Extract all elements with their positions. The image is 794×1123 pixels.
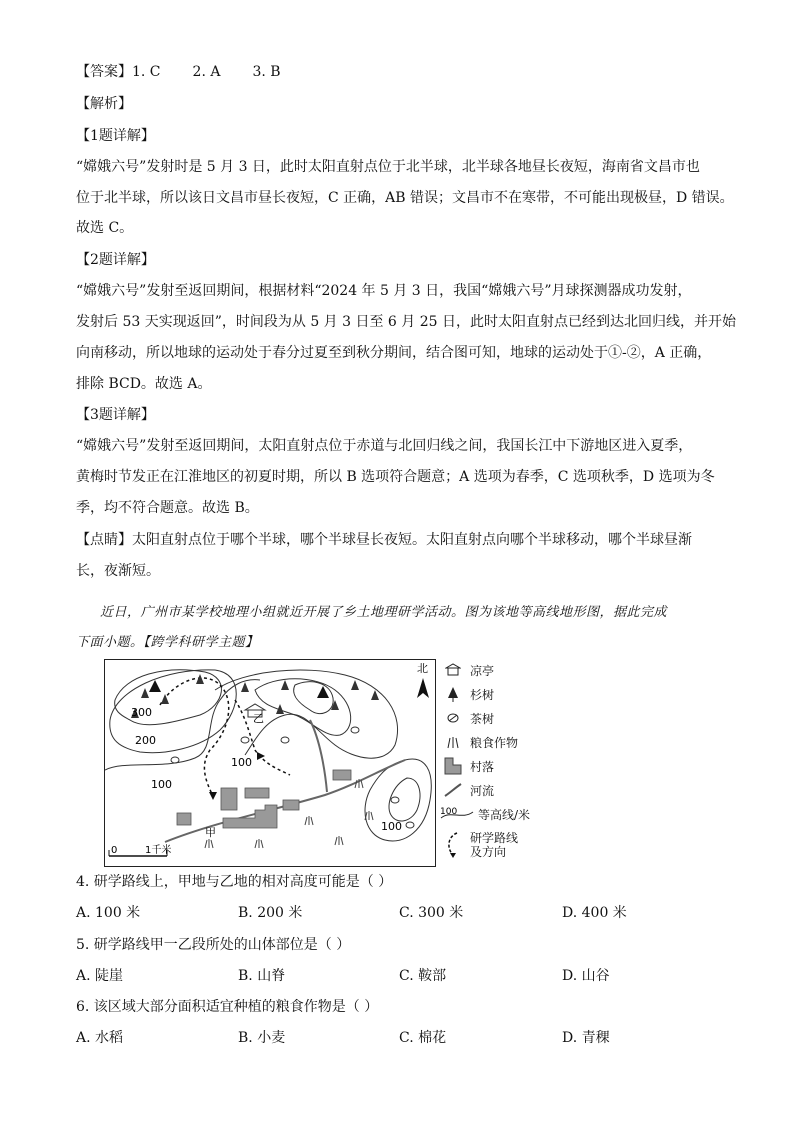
question-4-option-a[interactable]: A. 100 米: [76, 905, 141, 921]
q1-title: 【1题详解】: [76, 128, 155, 144]
question-6-option-b[interactable]: B. 小麦: [238, 1030, 286, 1046]
answer-1: 1. C: [132, 64, 161, 80]
tea-tree-icon: [281, 737, 289, 743]
tea-tree-icon: [406, 822, 414, 828]
route-icon: [440, 831, 466, 859]
q2-line-3: 向南移动，所以地球的运动处于春分过夏至到秋分期间，结合图可知，地球的运动处于①-②，A 正确，: [76, 345, 712, 361]
legend-tea: [440, 709, 494, 727]
legend-label: 茶树: [470, 711, 495, 726]
q2-line-1: “嫦娥六号”发射至返回期间，根据材料“2024 年 5 月 3 日，我国“嫦娥六号”月球探测器成功发射，: [76, 283, 692, 299]
question-4-option-d[interactable]: D. 400 米: [562, 905, 627, 921]
scale-label: 1千米: [145, 845, 172, 856]
legend-label: 河流: [470, 783, 495, 798]
analysis-label: 【解析】: [76, 96, 132, 112]
village-block: [221, 788, 237, 810]
tea-tree-icon: [171, 757, 179, 763]
contour-map: [104, 659, 436, 867]
tip-line-2: 长，夜渐短。: [76, 563, 160, 579]
grain-crop-icon: [440, 733, 466, 751]
tea-tree-icon: [391, 797, 399, 803]
q2-line-2: 发射后 53 天实现返回”，时间段为从 5 月 3 日至 6 月 25 日，此时太阳直射点已经到达北回归线，并开始: [76, 314, 737, 330]
tip-text-1: 太阳直射点位于哪个半球，哪个半球昼长夜短。太阳直射点向哪个半球移动，哪个半球昼渐: [132, 532, 692, 548]
legend-route: [440, 831, 518, 859]
legend-label: 等高线/米: [478, 807, 531, 822]
legend-contour-value: 100: [440, 807, 458, 817]
answer-3: 3. B: [252, 64, 281, 80]
contour-inner-east: [389, 778, 420, 821]
fir-tree-icon: [141, 688, 149, 698]
river-icon: [440, 781, 466, 799]
legend-label: 凉亭: [470, 663, 495, 678]
legend-pavilion: [440, 661, 494, 679]
question-5-option-d[interactable]: D. 山谷: [562, 968, 610, 984]
question-5-option-c[interactable]: C. 鞍部: [399, 968, 447, 984]
contour-label-300: 300: [131, 706, 152, 719]
fir-tree-icon: [351, 680, 359, 690]
tea-tree-icon: [351, 727, 359, 733]
q2-line-4: 排除 BCD。故选 A。: [76, 376, 212, 392]
village-icon: [440, 757, 466, 775]
contour-icon: [440, 805, 474, 823]
north-arrow: [417, 662, 429, 698]
question-5-option-b[interactable]: B. 山脊: [238, 968, 286, 984]
legend-label: 村落: [470, 759, 495, 774]
legend-grain: [440, 733, 518, 751]
legend-village: [440, 757, 494, 775]
scale-zero: 0: [111, 845, 118, 856]
map-legend: [440, 659, 560, 865]
question-6-option-c[interactable]: C. 棉花: [399, 1030, 447, 1046]
legend-contour: [440, 805, 530, 823]
legend-river: [440, 781, 494, 799]
village-block: [283, 800, 299, 810]
question-4-option-c[interactable]: C. 300 米: [399, 905, 464, 921]
route-arrow: [257, 752, 265, 760]
answers-label: 【答案】: [76, 64, 132, 80]
scale-bar: [109, 843, 171, 856]
q3-line-2: 黄梅时节发正在江淮地区的初夏时期，所以 B 选项符合题意；A 选项为春季，C 选项秋季，D 选项为冬: [76, 469, 715, 485]
pavilion-icon: [440, 661, 466, 679]
fir-tree-icon: [440, 685, 466, 703]
q2-title: 【2题详解】: [76, 252, 155, 268]
question-4-stem: 4. 研学路线上，甲地与乙地的相对高度可能是（ ）: [76, 874, 393, 890]
intro-line-1: 近日，广州市某学校地理小组就近开展了乡土地理研学活动。图为该地等高线地形图，据此完成: [100, 605, 668, 620]
contour-map-svg: [105, 660, 435, 866]
contour-label-200: 200: [135, 734, 156, 747]
contour-100-center: [215, 670, 398, 758]
grain-crop-icon: [205, 839, 213, 848]
route-arrow: [209, 792, 217, 800]
fir-tree-icon: [241, 682, 249, 692]
tea-tree-icon: [241, 737, 249, 743]
place-yi: 乙: [253, 712, 264, 725]
tea-tree-icon: [440, 709, 466, 727]
legend-fir: [440, 685, 494, 703]
legend-label: 杉树: [470, 687, 495, 702]
fir-tree-icon: [371, 690, 379, 700]
fir-tree-icon: [281, 680, 289, 690]
q3-title: 【3题详解】: [76, 407, 155, 423]
peak-triangle-icon: [149, 680, 161, 692]
q3-line-1: “嫦娥六号”发射至返回期间，太阳直射点位于赤道与北回归线之间，我国长江中下游地区进入夏季，: [76, 438, 693, 454]
q1-line-1: “嫦娥六号”发射时是 5 月 3 日，此时太阳直射点位于北半球，北半球各地昼长夜短，海南省文昌市也: [76, 159, 700, 175]
answer-2: 2. A: [192, 64, 221, 80]
question-5-stem: 5. 研学路线甲一乙段所处的山体部位是（ ）: [76, 937, 351, 953]
question-4-option-b[interactable]: B. 200 米: [238, 905, 303, 921]
tip-label: 【点睛】: [76, 532, 132, 548]
tip-line-1: [76, 530, 726, 550]
answers-line: [76, 62, 726, 82]
legend-label-2: 及方向: [470, 845, 507, 859]
village-block: [177, 813, 191, 825]
legend-label: 研学路线: [470, 831, 519, 845]
question-5-option-a[interactable]: A. 陡崖: [76, 968, 124, 984]
village-block: [245, 788, 269, 798]
north-label: 北: [417, 662, 428, 675]
q3-line-3: 季，均不符合题意。故选 B。: [76, 500, 259, 516]
place-jia: 甲: [205, 826, 216, 839]
contour-label-100-east: 100: [381, 820, 402, 833]
contour-label-100: 100: [151, 778, 172, 791]
question-6-option-d[interactable]: D. 青稞: [562, 1030, 610, 1046]
grain-crop-icon: [305, 816, 313, 825]
grain-crop-icon: [335, 836, 343, 845]
question-6-option-a[interactable]: A. 水稻: [76, 1030, 124, 1046]
grain-crop-icon: [255, 839, 263, 848]
intro-line-2: 下面小题。【跨学科研学主题】: [76, 635, 259, 650]
fir-tree-icon: [196, 674, 204, 684]
q1-line-3: 故选 C。: [76, 220, 134, 236]
q1-line-2: 位于北半球，所以该日文昌市昼长夜短，C 正确，AB 错误；文昌市不在寒带，不可能出现极昼，D 错误。: [76, 190, 734, 206]
village-block: [333, 770, 351, 780]
legend-label: 粮食作物: [470, 735, 519, 750]
question-6-stem: 6. 该区域大部分面积适宜种植的粮食作物是（ ）: [76, 999, 379, 1015]
contour-label-100-center: 100: [231, 756, 252, 769]
